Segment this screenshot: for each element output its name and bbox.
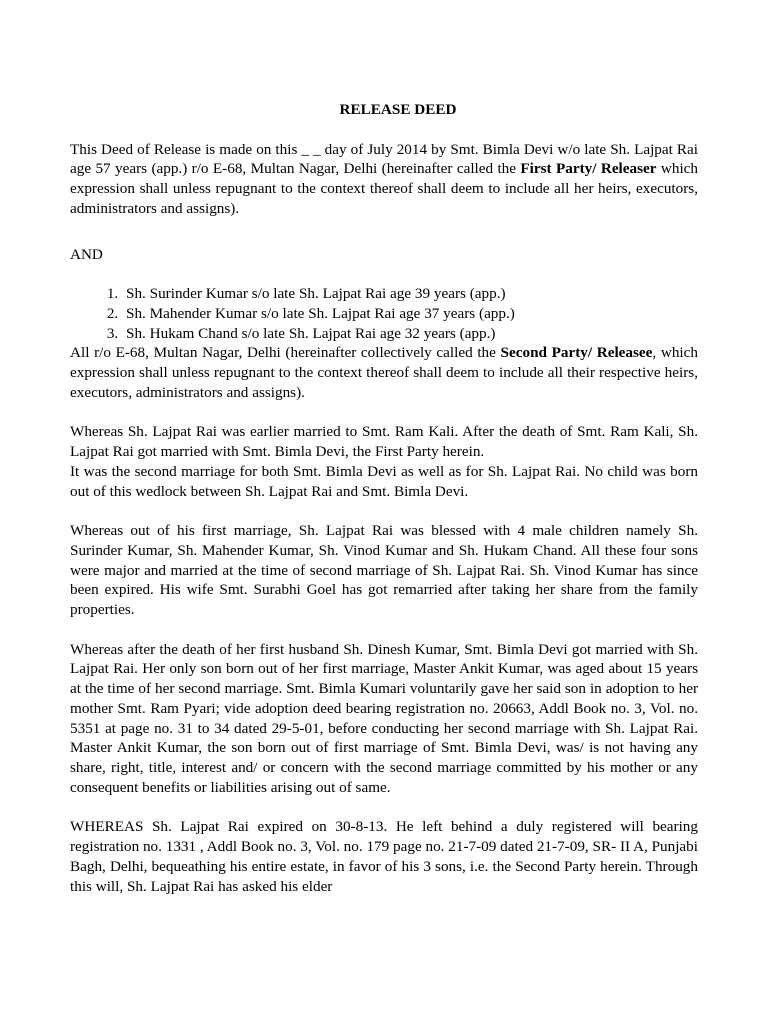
second-party-label: Second Party/ Releasee <box>500 344 653 362</box>
paragraph-children: Whereas out of his first marriage, Sh. Lajpat Rai was blessed with 4 male children namely Sh. Surinder Kumar, Sh. Mahender Kumar, Sh. Vinod Kumar and Sh. Hukam Chand. All these four sons were major and married at the time of second marriage of Sh. Lajpat Rai. Sh. Vinod Kumar has since been expired. His wife Smt. Surabhi Goel has got remarried after taking her share from the family properties. <box>70 522 698 619</box>
para2-text-b: , which expression shall unless repugnant to the context thereof shall deem to include all their respective heirs, executors, administrators and assigns). <box>70 344 698 401</box>
list-item: 1. Sh. Surinder Kumar s/o late Sh. Lajpat Rai age 39 years (app.) <box>122 284 698 304</box>
list-item: 3. Sh. Hukam Chand s/o late Sh. Lajpat Rai age 32 years (app.) <box>122 324 698 344</box>
document-page <box>70 100 698 896</box>
para1-text-b: which expression shall unless repugnant to the context thereof shall deem to include all her heirs, executors, administrators and assigns). <box>70 160 699 217</box>
paragraph-will: WHEREAS Sh. Lajpat Rai expired on 30-8-13. He left behind a duly registered will bearing registration no. 1331 , Addl Book no. 3, Vol. no. 179 page no. 21-7-09 dated 21-7-09, SR- II A, Punjabi Bagh, Delhi, bequeathing his entire estate, in favor of his 3 sons, i.e. the Second Party herein. Through this will, Sh. Lajpat Rai has asked his elder <box>70 818 698 895</box>
party-list <box>70 284 698 343</box>
list-item: 2. Sh. Mahender Kumar s/o late Sh. Lajpat Rai age 37 years (app.) <box>122 304 698 324</box>
paragraph-adoption: Whereas after the death of her first husband Sh. Dinesh Kumar, Smt. Bimla Devi got married with Sh. Lajpat Rai. Her only son born out of her first marriage, Master Ankit Kumar, was aged about 15 years at the time of her second marriage. Smt. Bimla Kumari voluntarily gave her said son in adoption to her mother Smt. Ram Pyari; vide adoption deed bearing registration no. 20663, Addl Book no. 3, Vol. no. 5351 at page no. 31 to 34 dated 29-5-01, before conducting her second marriage with Sh. Lajpat Rai. Master Ankit Kumar, the son born out of first marriage of Smt. Bimla Devi, was/ is not having any share, right, title, interest and/ or concern with the second marriage committed by his mother or any consequent benefits or liabilities arising out of same. <box>70 640 698 796</box>
first-party-label: First Party/ Releaser <box>520 160 657 178</box>
paragraph-marriage: Whereas Sh. Lajpat Rai was earlier married to Smt. Ram Kali. After the death of Smt. Ram Kali, Sh. Lajpat Rai got married with Smt. Bimla Devi, the First Party herein. <box>70 423 698 461</box>
paragraph-second-party <box>70 343 698 402</box>
document-title: RELEASE DEED <box>339 101 457 118</box>
paragraph-second-marriage: It was the second marriage for both Smt. Bimla Devi as well as for Sh. Lajpat Rai. No child was born out of this wedlock between Sh. Lajpat Rai and Smt. Bimla Devi. <box>70 462 698 500</box>
paragraph-first-party <box>70 140 698 219</box>
para2-text-a: All r/o E-68, Multan Nagar, Delhi (hereinafter collectively called the <box>70 344 501 362</box>
para1-text-a: This Deed of Release is made on this _ _ day of July 2014 by Smt. Bimla Devi w/o late Sh. Lajpat Rai age 57 years (app.) r/o E-68, Multan Nagar, Delhi (hereinafter called the <box>70 140 698 178</box>
and-separator: AND <box>70 245 103 263</box>
